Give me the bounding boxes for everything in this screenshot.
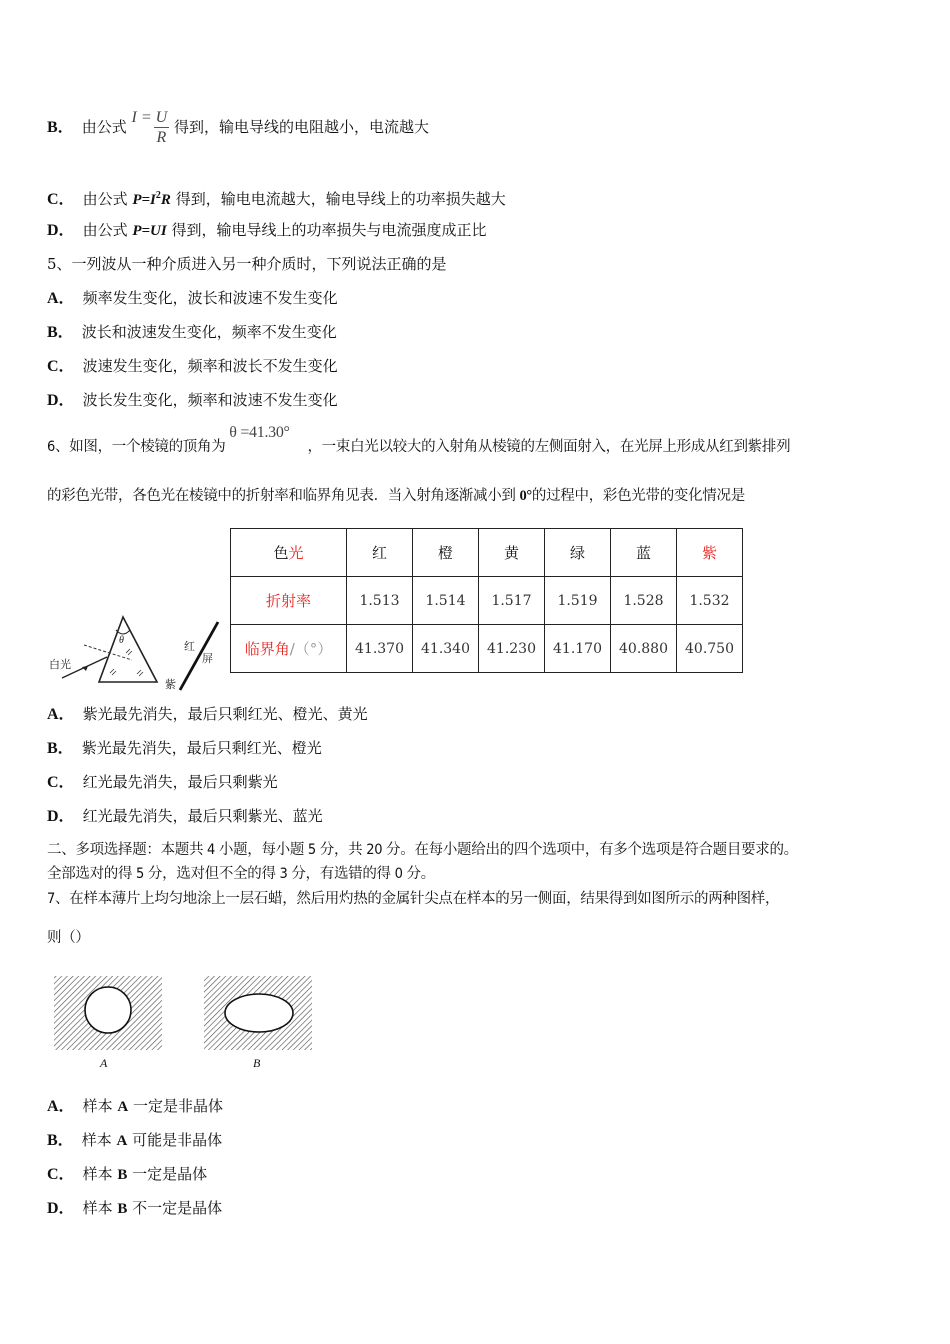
q6-stem-line1: 6、如图，一个棱镜的顶角为 θ =41.30° ，一束白光以较大的入射角从棱镜的左侧面射入，在光屏上形成从红到紫排列 bbox=[47, 424, 791, 455]
q7-stem-line2: 则（） bbox=[47, 930, 90, 946]
table-row-colors: 色光 红 橙 黄 绿 蓝 紫 bbox=[231, 529, 743, 577]
q6-option-b: B． 紫光最先消失，最后只剩红光、橙光 bbox=[47, 739, 322, 757]
q5-option-c: C． 波速发生变化，频率和波长不发生变化 bbox=[47, 357, 338, 375]
q6-option-a: A． 紫光最先消失，最后只剩红光、橙光、黄光 bbox=[47, 705, 368, 723]
section2-instructions-line1: 二、多项选择题：本题共 4 小题，每小题 5 分，共 20 分。在每小题给出的四个选项中，有多个选项是符合题目要求的。 bbox=[47, 842, 798, 858]
prism-diagram-icon bbox=[44, 600, 224, 695]
q5-option-b: B． 波长和波速发生变化，频率不发生变化 bbox=[47, 323, 337, 341]
q5-option-a: A． 频率发生变化，波长和波速不发生变化 bbox=[47, 289, 338, 307]
svg-text:θ: θ bbox=[119, 635, 124, 646]
figure-label-b: B bbox=[253, 1056, 261, 1070]
ohms-law-formula: I = $\frac{U}{R}$ bbox=[131, 108, 168, 146]
q7-option-a: A． 样本 A 一定是非晶体 bbox=[47, 1097, 223, 1115]
wax-pattern-figure bbox=[54, 972, 319, 1072]
table-row-refractive-index: 折射率 1.513 1.514 1.517 1.519 1.528 1.532 bbox=[231, 577, 743, 625]
prism-angle-formula: θ =41.30° bbox=[229, 424, 290, 441]
svg-text:红: 红 bbox=[184, 640, 195, 653]
q6-option-c: C． 红光最先消失，最后只剩紫光 bbox=[47, 773, 278, 791]
q7-option-b: B． 样本 A 可能是非晶体 bbox=[47, 1131, 223, 1149]
refraction-table bbox=[230, 528, 743, 673]
svg-text:白光: 白光 bbox=[49, 658, 71, 671]
q7-option-c: C． 样本 B 一定是晶体 bbox=[47, 1165, 208, 1183]
q5-stem: 5、一列波从一种介质进入另一种介质时，下列说法正确的是 bbox=[47, 255, 447, 273]
prism-figure bbox=[44, 600, 224, 695]
figure-label-a: A bbox=[100, 1056, 108, 1070]
q5-option-d: D． 波长发生变化，频率和波速不发生变化 bbox=[47, 391, 338, 409]
q7-option-d: D． 样本 B 不一定是晶体 bbox=[47, 1199, 223, 1217]
table-row-critical-angle: 临界角/（°） 41.370 41.340 41.230 41.170 40.880 40.750 bbox=[231, 625, 743, 673]
svg-text:屏: 屏 bbox=[202, 652, 213, 665]
svg-text:紫: 紫 bbox=[165, 678, 176, 691]
q4-option-b: B． 由公式 I = $\frac{U}{R}$ 得到，输电导线的电阻越小，电流越大 bbox=[47, 104, 429, 151]
header-color-light: 色光 bbox=[231, 529, 347, 577]
q4-option-d: D． 由公式 P=UI 得到，输电导线上的功率损失与电流强度成正比 bbox=[47, 221, 487, 239]
q6-option-d: D． 红光最先消失，最后只剩紫光、蓝光 bbox=[47, 807, 323, 825]
wax-melting-patterns-icon bbox=[54, 972, 319, 1052]
q7-stem-line1: 7、在样本薄片上均匀地涂上一层石蜡，然后用灼热的金属针尖点在样本的另一侧面，结果得到如图所示的两种图样， bbox=[47, 891, 780, 907]
q4-option-c: C． 由公式 $P=I^2R$ 得到，输电电流越大，输电导线上的功率损失越大 bbox=[47, 190, 506, 208]
q6-stem-line2: 的彩色光带，各色光在棱镜中的折射率和临界角见表．当入射角逐渐减小到 0°的过程中，彩色光带的变化情况是 bbox=[47, 488, 745, 504]
section2-instructions-line2: 全部选对的得 5 分，选对但不全的得 3 分，有选错的得 0 分。 bbox=[47, 866, 435, 882]
